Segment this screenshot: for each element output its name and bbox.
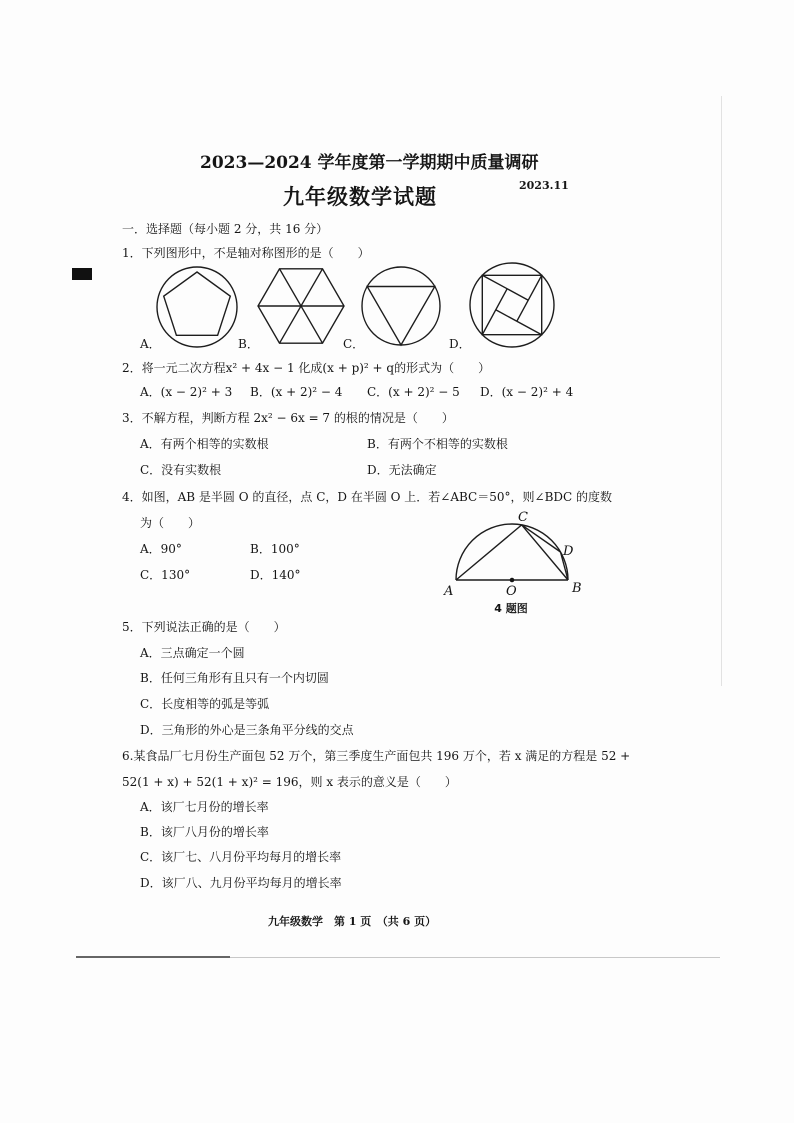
point-label-a: A [444, 584, 454, 599]
question-5-option-a: A．三点确定一个圆 [140, 646, 245, 660]
figure-b-hexagon-diagonals [258, 269, 344, 343]
pinwheel-line [517, 275, 542, 321]
figure-a-circle-pentagon [157, 267, 237, 347]
binding-mark [72, 268, 92, 280]
scan-edge-line [721, 96, 722, 686]
question-2-option-c: C．(x + 2)² − 5 [367, 385, 460, 399]
question-6-option-c: C．该厂七、八月份平均每月的增长率 [140, 850, 342, 864]
segment-cb [522, 525, 568, 580]
point-label-c: C [518, 510, 528, 525]
question-6-option-d: D．该厂八、九月份平均每月的增长率 [140, 876, 342, 890]
figure-c-circle-triangle [362, 267, 440, 345]
question-1-option-b: B． [238, 337, 259, 351]
circle-shape [362, 267, 440, 345]
question-1-stem: 1．下列图形中，不是轴对称图形的是（ ） [122, 246, 370, 260]
pinwheel-line [482, 289, 507, 335]
question-3-option-c: C．没有实数根 [140, 463, 222, 477]
question-4-option-d: D．140° [250, 568, 301, 582]
question-6-option-a: A．该厂七月份的增长率 [140, 800, 269, 814]
outer-square-shape [482, 275, 541, 334]
circle-shape [470, 263, 554, 347]
question-1-option-d: D． [449, 337, 471, 351]
hexagon-shape [258, 269, 344, 343]
triangle-shape [367, 287, 435, 346]
hexagon-diagonal [280, 269, 323, 343]
figure-d-circle-pinwheel-square [470, 263, 554, 347]
question-2-option-a: A．(x − 2)² + 3 [140, 385, 233, 399]
pinwheel-line [496, 310, 542, 335]
question-3-stem: 3．不解方程，判断方程 2x² − 6x = 7 的根的情况是（ ） [122, 411, 454, 425]
question-4-option-b: B．100° [250, 542, 300, 556]
hexagon-diagonal [280, 269, 323, 343]
segment-db [561, 552, 569, 580]
question-6-option-b: B．该厂八月份的增长率 [140, 825, 269, 839]
question-6-stem-line-2: 52(1 + x) + 52(1 + x)² = 196，则 x 表示的意义是（ ） [122, 775, 457, 789]
question-3-option-a: A．有两个相等的实数根 [140, 437, 269, 451]
question-2-stem: 2．将一元二次方程x² + 4x − 1 化成(x + p)² + q的形式为（ ） [122, 361, 491, 375]
question-2-option-b: B．(x + 2)² − 4 [250, 385, 343, 399]
question-3-option-b: B．有两个不相等的实数根 [367, 437, 508, 451]
question-5-option-d: D．三角形的外心是三条角平分线的交点 [140, 723, 354, 737]
question-6-stem-line-1: 6.某食品厂七月份生产面包 52 万个，第三季度生产面包共 196 万个，若 x 满足的方程是 52 + [122, 749, 631, 763]
scan-bottom-line [76, 956, 230, 958]
point-label-d: D [563, 544, 574, 559]
section-heading: 一．选择题（每小题 2 分，共 16 分） [122, 222, 329, 236]
question-5-option-c: C．长度相等的弧是等弧 [140, 697, 270, 711]
question-1-option-c: C． [343, 337, 365, 351]
circle-shape [157, 267, 237, 347]
exam-subtitle: 九年级数学试题 [283, 184, 437, 209]
question-4-stem-line-2: 为（ ） [140, 516, 201, 530]
question-4-stem-line-1: 4．如图，AB 是半圆 O 的直径，点 C，D 在半圆 O 上．若∠ABC＝50°，则∠BDC 的度数 [122, 490, 613, 504]
point-label-o: O [506, 584, 517, 599]
segment-cd [522, 525, 561, 552]
figure-caption: 4 题图 [494, 602, 528, 615]
pentagon-shape [164, 272, 231, 335]
exam-title: 2023—2024 学年度第一学期期中质量调研 [200, 153, 539, 173]
scan-bottom-line-faint [230, 957, 720, 958]
question-5-option-b: B．任何三角形有且只有一个内切圆 [140, 671, 329, 685]
exam-date: 2023.11 [519, 179, 569, 192]
question-4-option-a: A．90° [140, 542, 182, 556]
pinwheel-line [482, 275, 528, 300]
question-2-option-d: D．(x − 2)² + 4 [480, 385, 574, 399]
page-footer: 九年级数学 第 1 页 （共 6 页） [268, 915, 437, 928]
question-5-stem: 5．下列说法正确的是（ ） [122, 620, 286, 634]
semicircle-arc [456, 524, 568, 580]
question-3-option-d: D．无法确定 [367, 463, 437, 477]
center-point-o [510, 578, 515, 583]
point-label-b: B [572, 581, 582, 596]
question-4-figure [440, 508, 590, 618]
segment-ac [456, 525, 522, 580]
question-4-option-c: C．130° [140, 568, 191, 582]
question-1-option-a: A． [140, 337, 161, 351]
